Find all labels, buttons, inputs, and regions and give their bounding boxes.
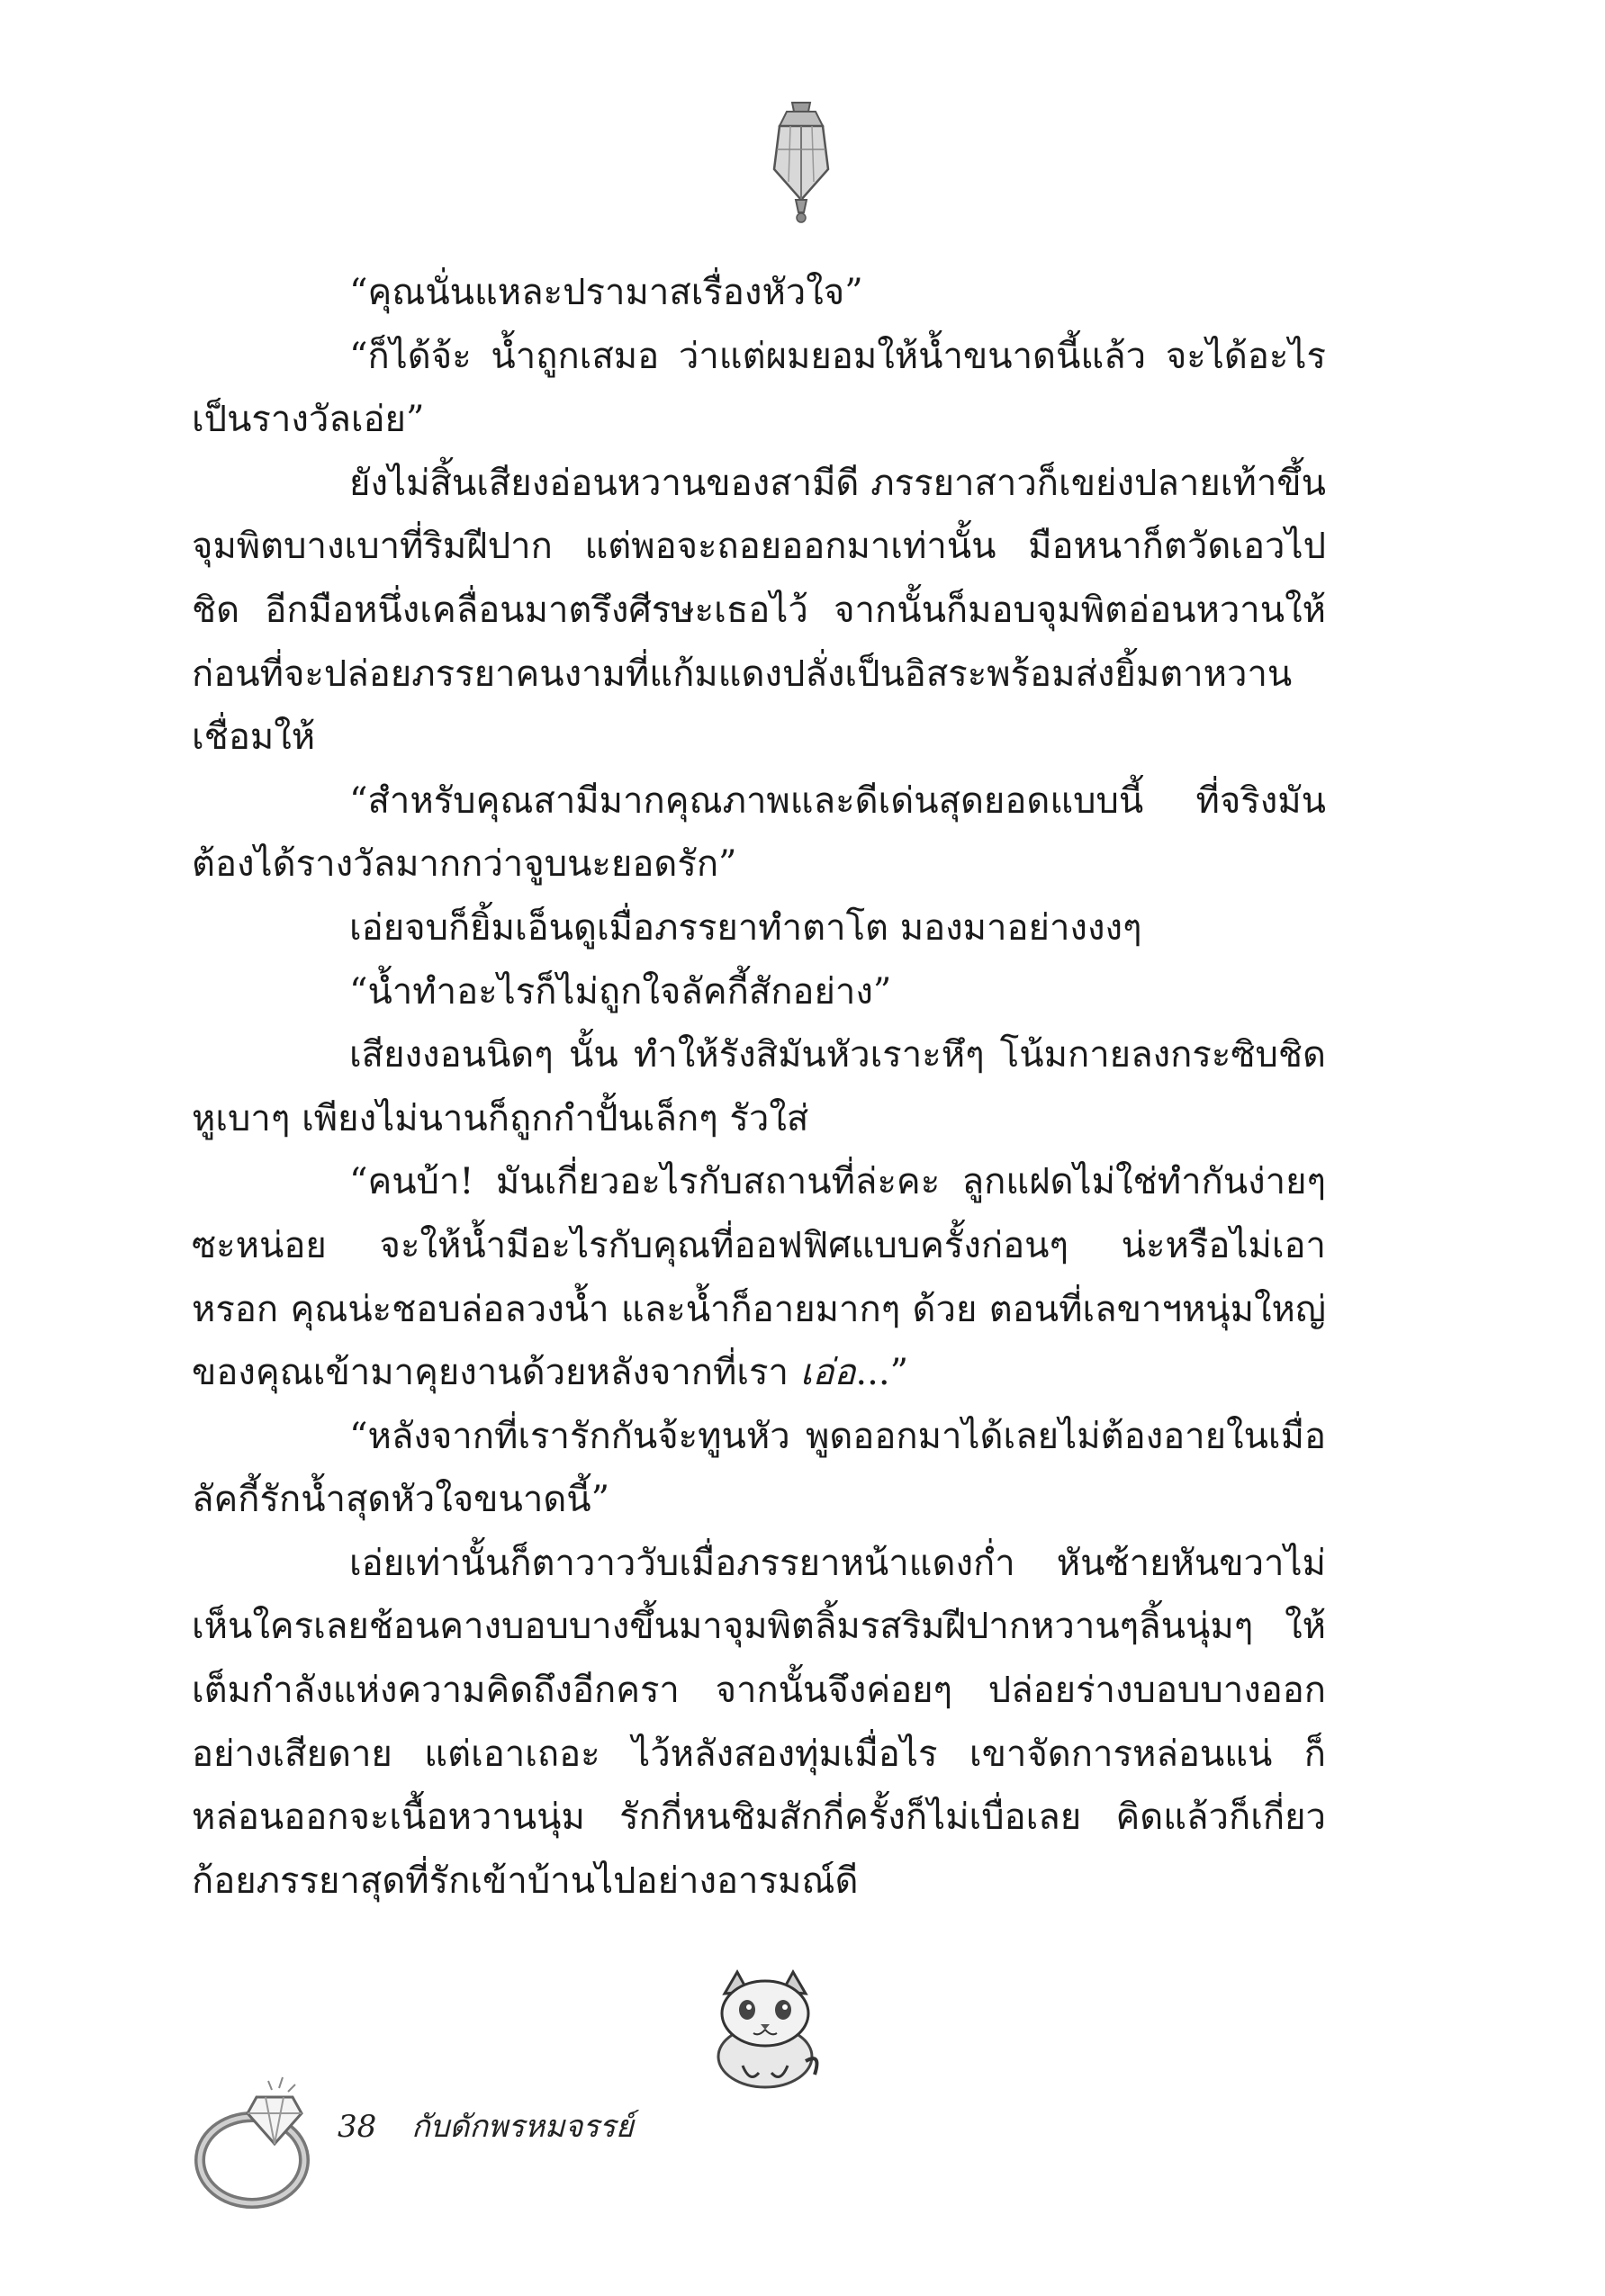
paragraph-text: เอ่ยจบก็ยิ้มเอ็นดูเมื่อภรรยาทำตาโต มองมาอย่างงงๆ [349,906,1142,949]
paragraph-tail: ...” [855,1352,909,1394]
paragraph [192,1150,1326,1404]
paragraph [192,770,1326,896]
emphasis-text: เอ่อ [799,1352,856,1394]
book-title: กับดักพรหมจรรย์ [411,2109,634,2145]
page-number: 38 [338,2109,377,2145]
paragraph-text: “คนบ้า! มันเกี่ยวอะไรกับสถานที่ล่ะคะ ลูกแฝดไม่ใช่ทำกันง่ายๆ ซะหน่อย จะให้น้ำมีอะไรกับคุณที่ออฟฟิศแบบครั้งก่อนๆ น่ะหรือไม่เอาหรอก คุณน่ะชอบล่อลวงน้ำ และน้ำก็อายมากๆ ด้วย ตอนที่เลขาฯหนุ่มใหญ่ของคุณเข้ามาคุยงานด้วยหลังจากที่เรา [192,1161,1326,1394]
paragraph [192,325,1326,452]
paragraph [192,1405,1326,1532]
paragraph [192,1532,1326,1913]
paragraph-text: เอ่ยเท่านั้นก็ตาวาววับเมื่อภรรยาหน้าแดงก่ำ หันซ้ายหันขวาไม่เห็นใครเลยช้อนคางบอบบางขึ้นมาจุมพิตลิ้มรสริมฝีปากหวานๆลิ้นนุ่มๆ ให้เต็มกำลังแห่งความคิดถึงอีกครา จากนั้นจึงค่อยๆ ปล่อยร่างบอบบางออกอย่างเสียดาย แต่เอาเถอะ ไว้หลังสองทุ่มเมื่อไร เขาจัดการหล่อนแน่ ก็หล่อนออกจะเนื้อหวานนุ่ม รักกี่หนชิมสักกี่ครั้งก็ไม่เบื่อเลย คิดแล้วก็เกี่ยวก้อยภรรยาสุดที่รักเข้าบ้านไปอย่างอารมณ์ดี [192,1542,1326,1902]
paragraph-text: “ก็ได้จ้ะ น้ำถูกเสมอ ว่าแต่ผมยอมให้น้ำขนาดนี้แล้ว จะได้อะไรเป็นรางวัลเอ่ย” [192,335,1326,441]
paragraph-text: “สำหรับคุณสามีมากคุณภาพและดีเด่นสุดยอดแบบนี้ ที่จริงมันต้องได้รางวัลมากกว่าจูบนะยอดรัก” [192,779,1326,886]
paragraph [192,960,1326,1024]
paragraph-text: ยังไม่สิ้นเสียงอ่อนหวานของสามีดี ภรรยาสาวก็เขย่งปลายเท้าขึ้นจุมพิตบางเบาที่ริมฝีปาก แต่พอจะถอยออกมาเท่านั้น มือหนาก็ตวัดเอวไปชิด อีกมือหนึ่งเคลื่อนมาตรึงศีรษะเธอไว้ จากนั้นก็มอบจุมพิตอ่อนหวานให้ ก่อนที่จะปล่อยภรรยาคนงามที่แก้มแดงปลั่งเป็นอิสระพร้อมส่งยิ้มตาหวานเชื่อมให้ [192,462,1326,759]
page-footer [338,2102,634,2150]
paragraph-text: “คุณนั่นแหละปรามาสเรื่องหัวใจ” [349,272,863,313]
paragraph [192,896,1326,960]
cat-illustration-icon [707,1967,824,2093]
paragraph-text: “หลังจากที่เรารักกันจ้ะทูนหัว พูดออกมาได้เลยไม่ต้องอายในเมื่อลัคกี้รักน้ำสุดหัวใจขนาดนี้” [192,1415,1326,1521]
paragraph-text: เสียงงอนนิดๆ นั้น ทำให้รังสิมันหัวเราะหึๆ โน้มกายลงกระซิบชิดหูเบาๆ เพียงไม่นานก็ถูกกำปั้นเล็กๆ รัวใส่ [192,1034,1326,1139]
body-text [192,261,1326,1913]
paragraph-text: “น้ำทำอะไรก็ไม่ถูกใจลัคกี้สักอย่าง” [349,970,892,1013]
paragraph [192,261,1326,325]
paragraph [192,452,1326,770]
lantern-ornament-icon [747,99,855,225]
diamond-ring-icon [189,2061,324,2214]
paragraph [192,1023,1326,1150]
